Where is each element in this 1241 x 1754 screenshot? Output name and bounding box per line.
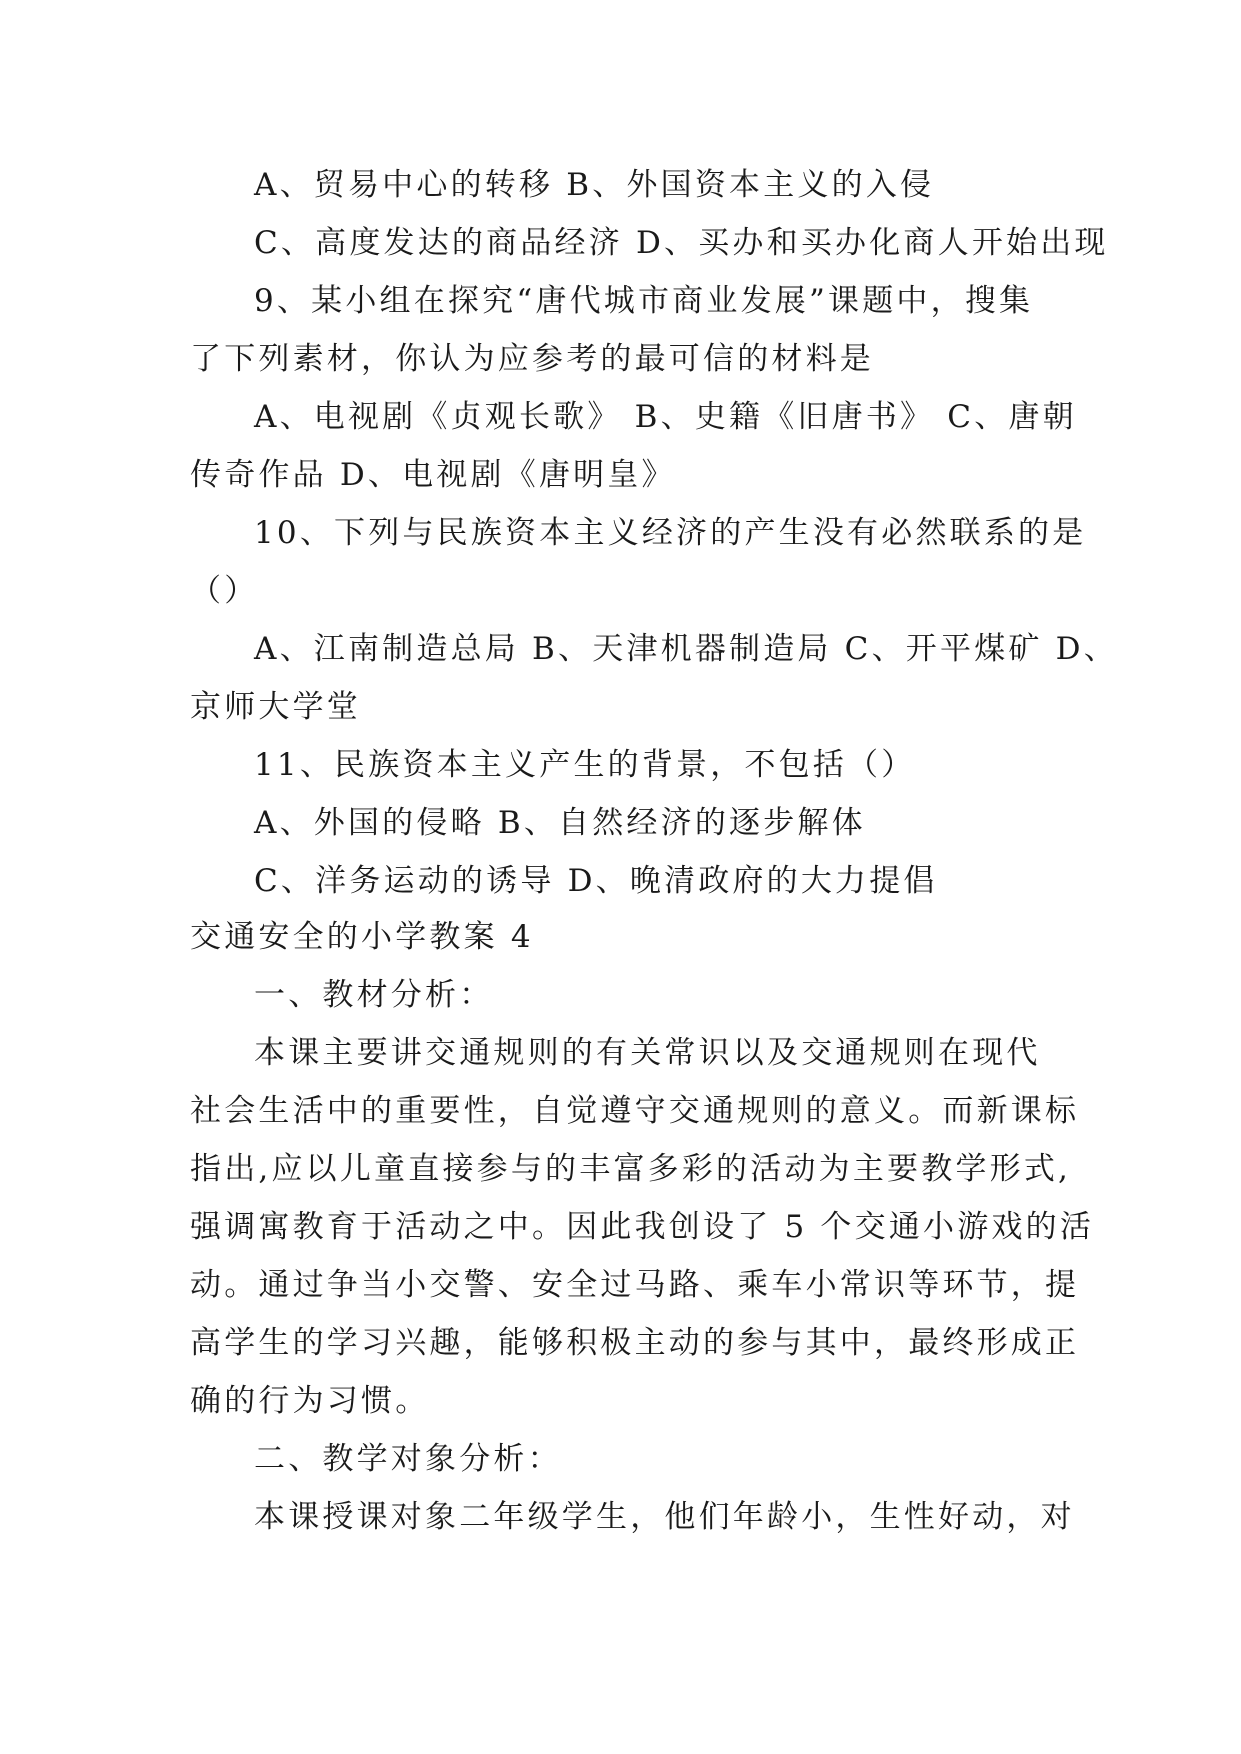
question-line: 了下列素材，你认为应参考的最可信的材料是: [190, 341, 874, 377]
option-line: C、洋务运动的诱导 D、晚清政府的大力提倡: [254, 863, 938, 899]
paragraph-line: 确的行为习惯。: [190, 1383, 430, 1419]
paragraph-line: 本课授课对象二年级学生，他们年龄小，生性好动，对: [254, 1499, 1075, 1535]
question-line: 10、下列与民族资本主义经济的产生没有必然联系的是: [254, 515, 1087, 551]
paragraph-line: 高学生的学习兴趣，能够积极主动的参与其中，最终形成正: [190, 1325, 1080, 1361]
section-title: 交通安全的小学教案 4: [190, 919, 534, 955]
paragraph-line: 社会生活中的重要性，自觉遵守交通规则的意义。而新课标: [190, 1093, 1080, 1129]
question-line: 9、某小组在探究“唐代城市商业发展”课题中，搜集: [254, 283, 1034, 319]
heading: 二、教学对象分析：: [254, 1441, 562, 1477]
paragraph-line: 指出,应以儿童直接参与的丰富多彩的活动为主要教学形式,: [190, 1151, 1072, 1187]
option-line: A、贸易中心的转移 B、外国资本主义的入侵: [254, 167, 935, 203]
option-line: A、电视剧《贞观长歌》 B、史籍《旧唐书》 C、唐朝: [254, 399, 1077, 435]
option-line: A、外国的侵略 B、自然经济的逐步解体: [254, 805, 866, 841]
option-line: 京师大学堂: [190, 689, 361, 725]
paragraph-line: 强调寓教育于活动之中。因此我创设了 5 个交通小游戏的活: [190, 1209, 1095, 1245]
question-line: （）: [190, 573, 259, 609]
paragraph-line: 本课主要讲交通规则的有关常识以及交通规则在现代: [254, 1035, 1041, 1071]
option-line: C、高度发达的商品经济 D、买办和买办化商人开始出现: [254, 225, 1109, 261]
heading: 一、教材分析：: [254, 977, 494, 1013]
paragraph-line: 动。通过争当小交警、安全过马路、乘车小常识等环节，提: [190, 1267, 1080, 1303]
option-line: 传奇作品 D、电视剧《唐明皇》: [190, 457, 676, 493]
question-line: 11、民族资本主义产生的背景，不包括（）: [254, 747, 916, 783]
option-line: A、江南制造总局 B、天津机器制造局 C、开平煤矿 D、: [254, 631, 1118, 667]
